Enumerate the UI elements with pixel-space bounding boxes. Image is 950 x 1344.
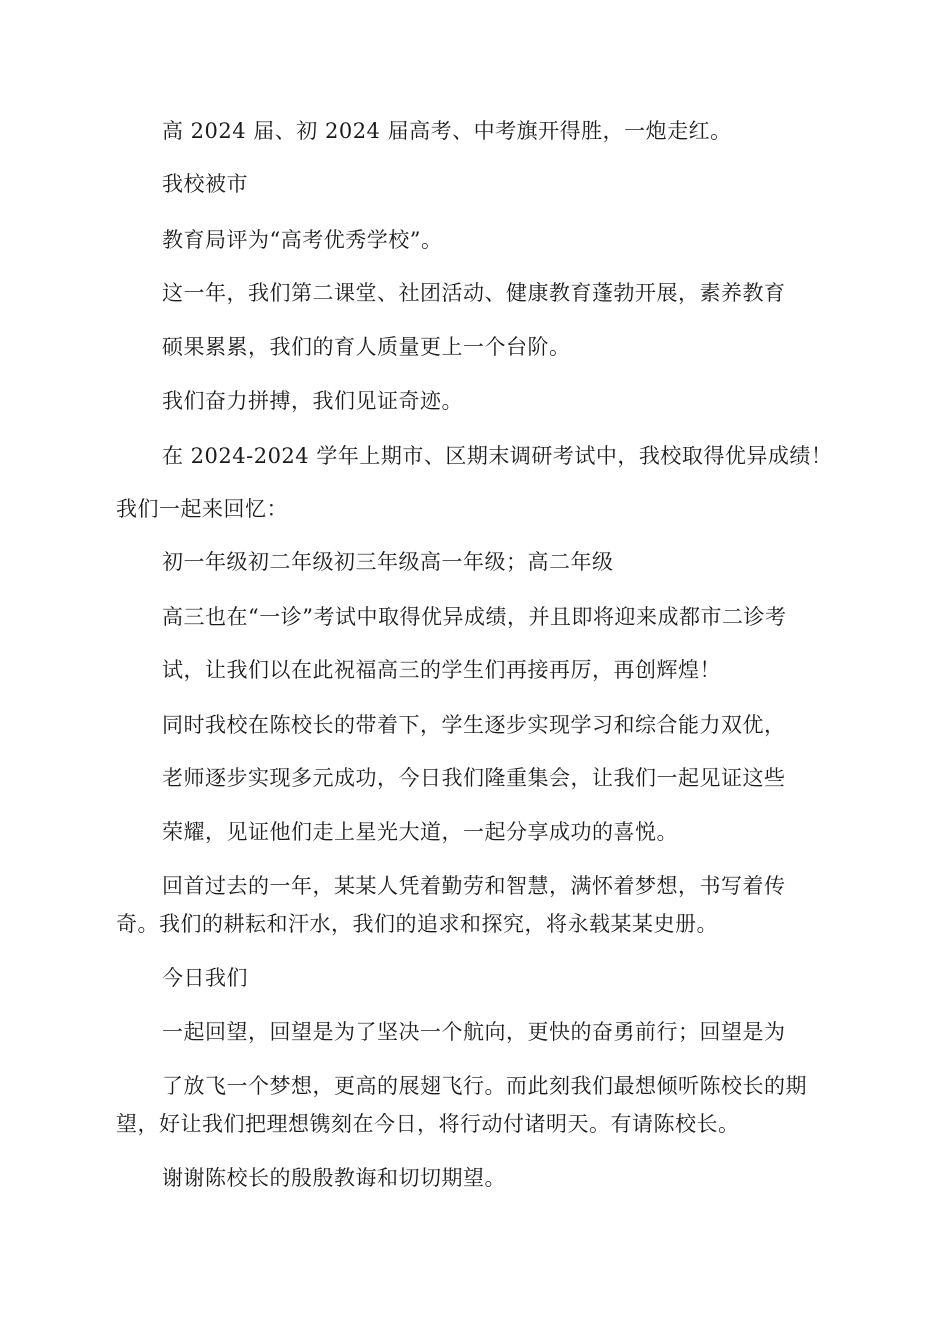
text-line: 了放飞一个梦想，更高的展翅飞行。而此刻我们最想倾听陈校长的期: [162, 1074, 807, 1098]
text-line: 这一年，我们第二课堂、社团活动、健康教育蓬勃开展，素养教育: [162, 281, 786, 305]
text-line: 荣耀，见证他们走上星光大道，一起分享成功的喜悦。: [162, 820, 678, 844]
text-line: 今日我们: [162, 966, 248, 990]
text-line: 回首过去的一年，某某人凭着勤劳和智慧，满怀着梦想，书写着传: [162, 874, 786, 898]
text-line: 在 2024-2024 学年上期市、区期末调研考试中，我校取得优异成绩！: [162, 444, 833, 468]
text-line: 我们奋力拼搏，我们见证奇迹。: [162, 389, 463, 413]
text-line: 一起回望，回望是为了坚决一个航向，更快的奋勇前行；回望是为: [162, 1020, 786, 1044]
text-line: 高 2024 届、初 2024 届高考、中考旗开得胜，一炮走红。: [162, 119, 732, 143]
text-line: 我校被市: [162, 172, 248, 196]
text-line: 初一年级初二年级初三年级高一年级；高二年级: [162, 550, 614, 574]
text-line: 我们一起来回忆：: [116, 497, 288, 521]
text-line: 高三也在“一诊”考试中取得优异成绩，并且即将迎来成都市二诊考: [162, 605, 787, 629]
text-line: 教育局评为“高考优秀学校”。: [162, 228, 443, 252]
text-line: 老师逐步实现多元成功，今日我们隆重集会，让我们一起见证这些: [162, 766, 786, 790]
text-line: 试，让我们以在此祝福高三的学生们再接再厉，再创辉煌！: [162, 658, 721, 682]
text-line: 望，好让我们把理想镌刻在今日，将行动付诸明天。有请陈校长。: [116, 1112, 740, 1136]
text-line: 谢谢陈校长的殷殷教诲和切切期望。: [162, 1166, 506, 1190]
text-line: 同时我校在陈校长的带着下，学生逐步实现学习和综合能力双优，: [162, 713, 786, 737]
text-line: 奇。我们的耕耘和汗水，我们的追求和探究，将永载某某史册。: [116, 912, 718, 936]
text-line: 硕果累累，我们的育人质量更上一个台阶。: [162, 335, 571, 359]
